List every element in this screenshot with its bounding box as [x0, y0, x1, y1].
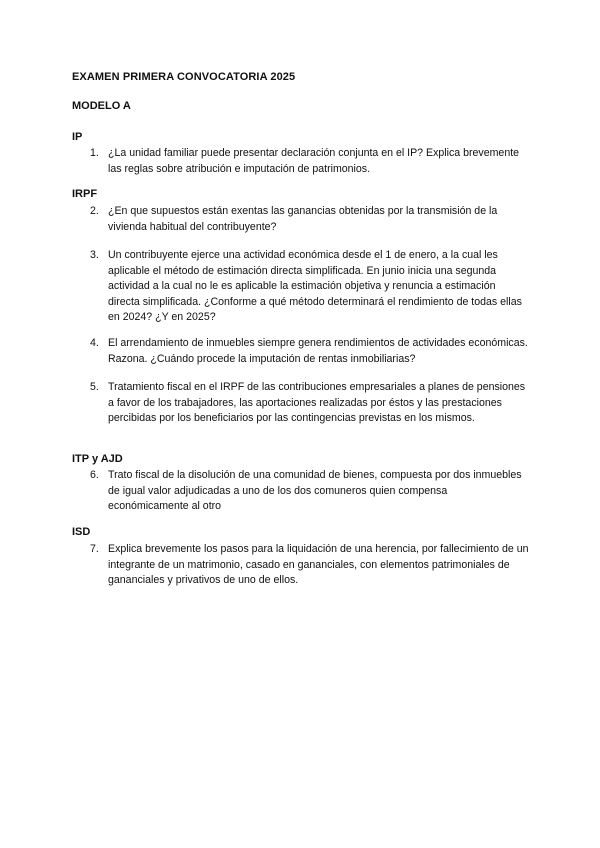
- question-text: ¿En que supuestos están exentas las ganancias obtenidas por la transmisión de la vivienda habitual del contribuyente?: [108, 205, 498, 233]
- question-3: [90, 248, 530, 326]
- question-number: 4.: [90, 337, 99, 349]
- question-text: Trato fiscal de la disolución de una comunidad de bienes, compuesta por dos inmuebles de igual valor adjudicadas a uno de los dos comuneros quien compensa económicamente al otro: [108, 469, 522, 512]
- question-number: 7.: [90, 543, 99, 555]
- section-heading-isd: ISD: [72, 526, 91, 538]
- exam-model: MODELO A: [72, 100, 131, 112]
- question-1: [90, 146, 530, 177]
- question-number: 1.: [90, 147, 99, 159]
- question-5: [90, 380, 530, 427]
- question-number: 2.: [90, 205, 99, 217]
- question-text: ¿La unidad familiar puede presentar declaración conjunta en el IP? Explica brevemente las reglas sobre atribución e imputación de patrimonios.: [108, 147, 520, 175]
- question-number: 5.: [90, 381, 99, 393]
- question-2: [90, 204, 530, 235]
- question-number: 3.: [90, 249, 99, 261]
- section-heading-irpf: IRPF: [72, 188, 98, 200]
- question-text: Explica brevemente los pasos para la liquidación de una herencia, por fallecimiento de un integrante de un matrimonio, casado en gananciales, con elementos patrimoniales de gananciales y privativos de uno de ellos.: [108, 543, 529, 586]
- question-text: El arrendamiento de inmuebles siempre genera rendimientos de actividades económicas. Razona. ¿Cuándo procede la imputación de rentas inmobiliarias?: [108, 337, 528, 365]
- section-heading-ip: IP: [72, 131, 83, 143]
- question-text: Un contribuyente ejerce una actividad económica desde el 1 de enero, a la cual les aplicable el método de estimación directa simplificada. En junio inicia una segunda actividad a la cual no le es aplicable la estimación objetiva y renuncia a estimación directa simplificada. ¿Conforme a qué método determinará el rendimiento de todas ellas en 2024? ¿Y en 2025?: [108, 249, 522, 323]
- question-4: [90, 336, 530, 367]
- question-text: Tratamiento fiscal en el IRPF de las contribuciones empresariales a planes de pensiones a favor de los trabajadores, las aportaciones realizadas por éstos y las prestaciones percibidas por los beneficiarios por las contingencias previstas en los mismos.: [108, 381, 526, 424]
- question-number: 6.: [90, 469, 99, 481]
- question-7: [90, 542, 530, 589]
- exam-title: EXAMEN PRIMERA CONVOCATORIA 2025: [72, 71, 296, 83]
- section-heading-itp-ajd: ITP y AJD: [72, 453, 123, 465]
- question-6: [90, 468, 530, 515]
